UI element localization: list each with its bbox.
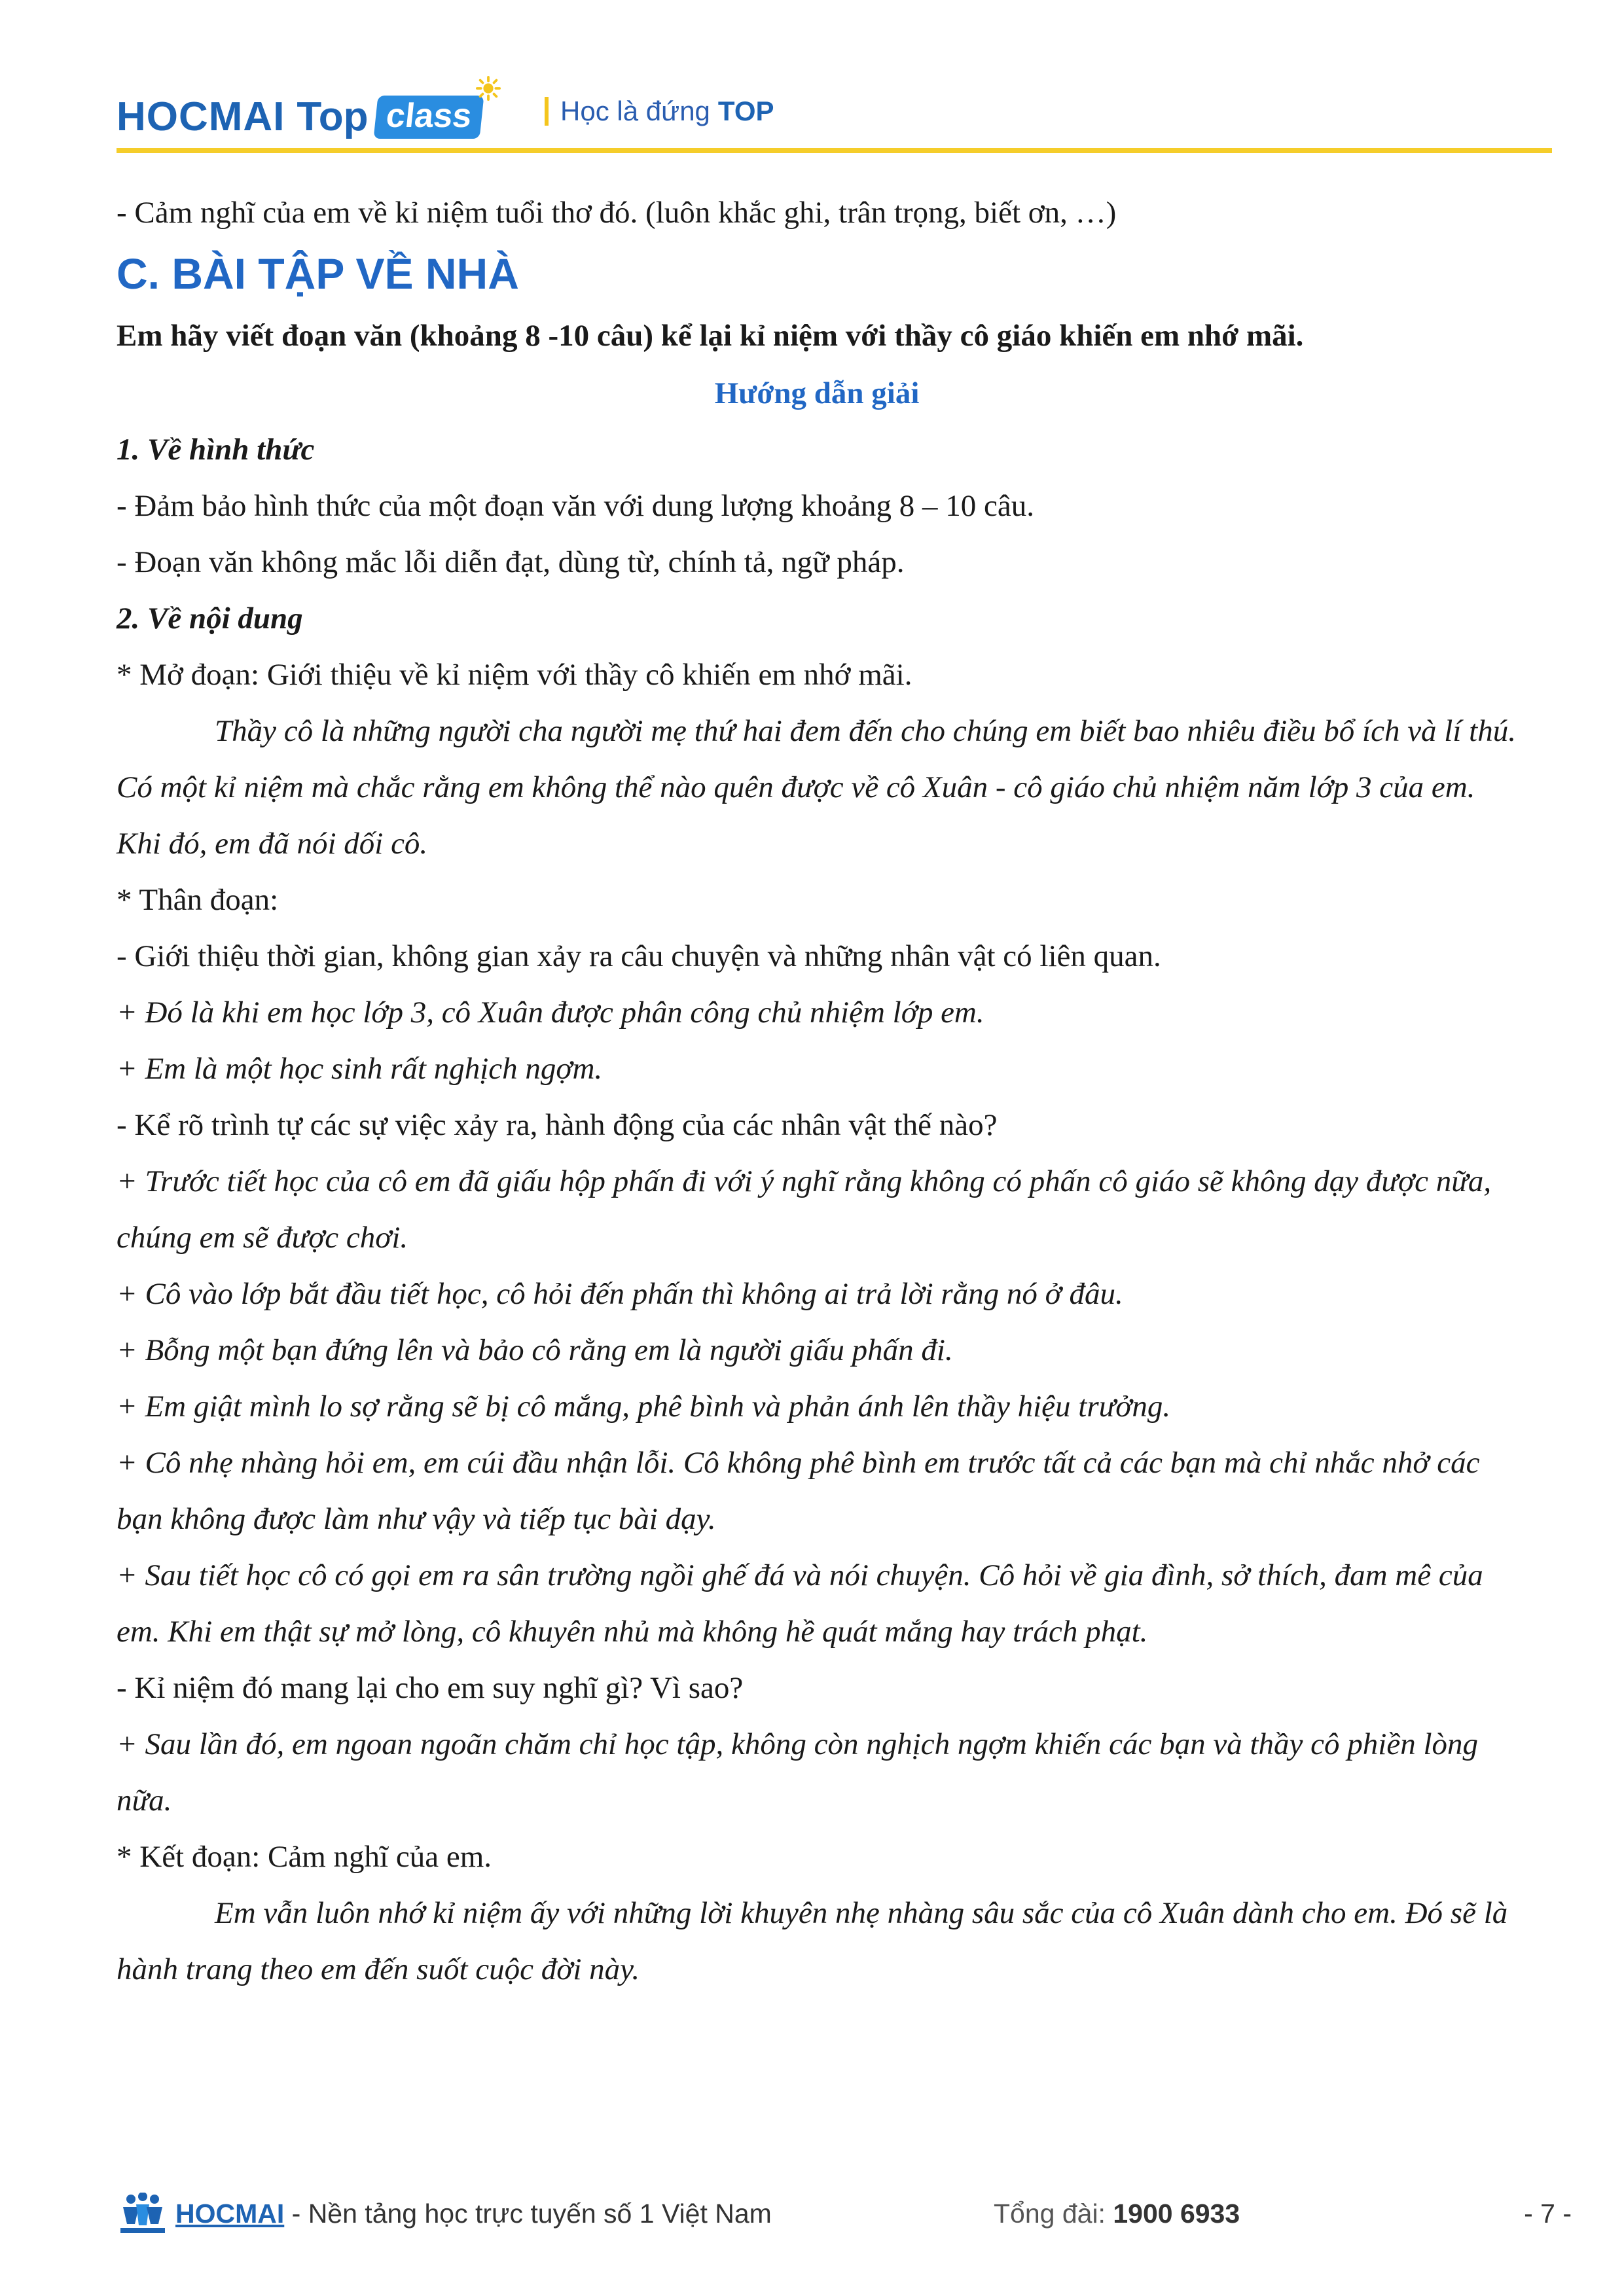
body-point-item: + Sau lần đó, em ngoan ngoãn chăm chỉ học tập, không còn nghịch ngợm khiến các bạn và thầy cô phiền lòng nữa.: [117, 1727, 1479, 1818]
body-point-item: + Em là một học sinh rất nghịch ngợm.: [117, 1052, 603, 1086]
homework-task: Em hãy viết đoạn văn (khoảng 8 -10 câu) kể lại kỉ niệm với thầy cô giáo khiến em nhớ mãi.: [117, 319, 1304, 353]
body-point-item: + Em giật mình lo sợ rằng sẽ bị cô mắng, phê bình và phản ánh lên thầy hiệu trưởng.: [117, 1390, 1171, 1424]
tagline-divider: [545, 97, 549, 126]
guide-title: Hướng dẫn giải: [714, 376, 920, 410]
opening-sample: Thầy cô là những người cha người mẹ thứ hai đem đến cho chúng em biết bao nhiêu điều bổ ích và lí thú. Có một kỉ niệm mà chắc rằng em không thể nào quên được về cô Xuân - cô giáo chủ nhiệm năm lớp 3 của em. Khi đó, em đã nói dối cô.: [117, 714, 1516, 861]
logo-class-text: class: [374, 96, 484, 139]
body-point-item: + Bỗng một bạn đứng lên và bảo cô rằng em là người giấu phấn đi.: [117, 1333, 953, 1367]
body-point-item: + Sau tiết học cô có gọi em ra sân trường ngồi ghế đá và nói chuyện. Cô hỏi về gia đình, sở thích, đam mê của em. Khi em thật sự mở lòng, cô khuyên nhủ mà không hề quát mắng hay trách phạt.: [117, 1558, 1483, 1649]
body-point-item: + Đó là khi em học lớp 3, cô Xuân được phân công chủ nhiệm lớp em.: [117, 996, 984, 1030]
section-title: C. BÀI TẬP VỀ NHÀ: [117, 249, 519, 298]
body-point: - Kỉ niệm đó mang lại cho em suy nghĩ gì? Vì sao?: [117, 1671, 744, 1705]
body-point-item: + Cô nhẹ nhàng hỏi em, em cúi đầu nhận lỗi. Cô không phê bình em trước tất cả các bạn mà chỉ nhắc nhở các bạn không được làm như vậy và tiếp tục bài dạy.: [117, 1446, 1480, 1536]
closing-label: * Kết đoạn: Cảm nghĩ của em.: [117, 1840, 492, 1874]
page-header: [0, 0, 1624, 157]
form-item: - Đoạn văn không mắc lỗi diễn đạt, dùng từ, chính tả, ngữ pháp.: [117, 545, 905, 579]
document-body: [117, 185, 1517, 1998]
footer-hotline: [994, 2195, 1240, 2232]
form-heading: 1. Về hình thức: [117, 433, 315, 467]
header-divider: [117, 148, 1552, 153]
body-point: - Kể rõ trình tự các sự việc xảy ra, hành động của các nhân vật thế nào?: [117, 1108, 998, 1142]
page-footer: [0, 2186, 1624, 2251]
body-point-item: + Cô vào lớp bắt đầu tiết học, cô hỏi đến phấn thì không ai trả lời rằng nó ở đâu.: [117, 1277, 1123, 1311]
footer-slogan-text: - Nền tảng học trực tuyến số 1 Việt Nam: [284, 2198, 772, 2229]
footer-slogan: [175, 2195, 772, 2232]
footer-brand-link[interactable]: HOCMAI: [175, 2198, 285, 2229]
logo-class-badge: [376, 96, 482, 139]
form-item: - Đảm bảo hình thức của một đoạn văn với dung lượng khoảng 8 – 10 câu.: [117, 489, 1035, 523]
logo-hocmai-text: HOCMAI: [117, 94, 285, 139]
page-number: - 7 -: [1524, 2198, 1572, 2229]
closing-sample: Em vẫn luôn nhớ kỉ niệm ấy với những lời khuyên nhẹ nhàng sâu sắc của cô Xuân dành cho em. Đó sẽ là hành trang theo em đến suốt cuộc đời này.: [117, 1896, 1508, 1986]
hotline-number: 1900 6933: [1113, 2198, 1240, 2229]
hotline-label: Tổng đài:: [994, 2198, 1113, 2229]
intro-line: - Cảm nghĩ của em về kỉ niệm tuổi thơ đó. (luôn khắc ghi, trân trọng, biết ơn, …): [117, 196, 1117, 230]
hocmai-people-icon: [117, 2193, 169, 2234]
hocmai-topclass-logo: [117, 86, 482, 139]
body-label: * Thân đoạn:: [117, 883, 279, 917]
body-point-item: + Trước tiết học của cô em đã giấu hộp phấn đi với ý nghĩ rằng không có phấn cô giáo sẽ không dạy được nữa, chúng em sẽ được chơi.: [117, 1164, 1492, 1255]
opening-label: * Mở đoạn: Giới thiệu về kỉ niệm với thầy cô khiến em nhớ mãi.: [117, 658, 912, 692]
header-tagline: [545, 93, 774, 130]
content-heading: 2. Về nội dung: [117, 601, 303, 636]
body-point: - Giới thiệu thời gian, không gian xảy ra câu chuyện và những nhân vật có liên quan.: [117, 939, 1161, 973]
tagline-top-text: TOP: [717, 96, 774, 126]
sun-icon: [476, 76, 501, 101]
logo-top-text: Top: [297, 94, 369, 139]
tagline-text: Học là đứng: [560, 96, 710, 126]
